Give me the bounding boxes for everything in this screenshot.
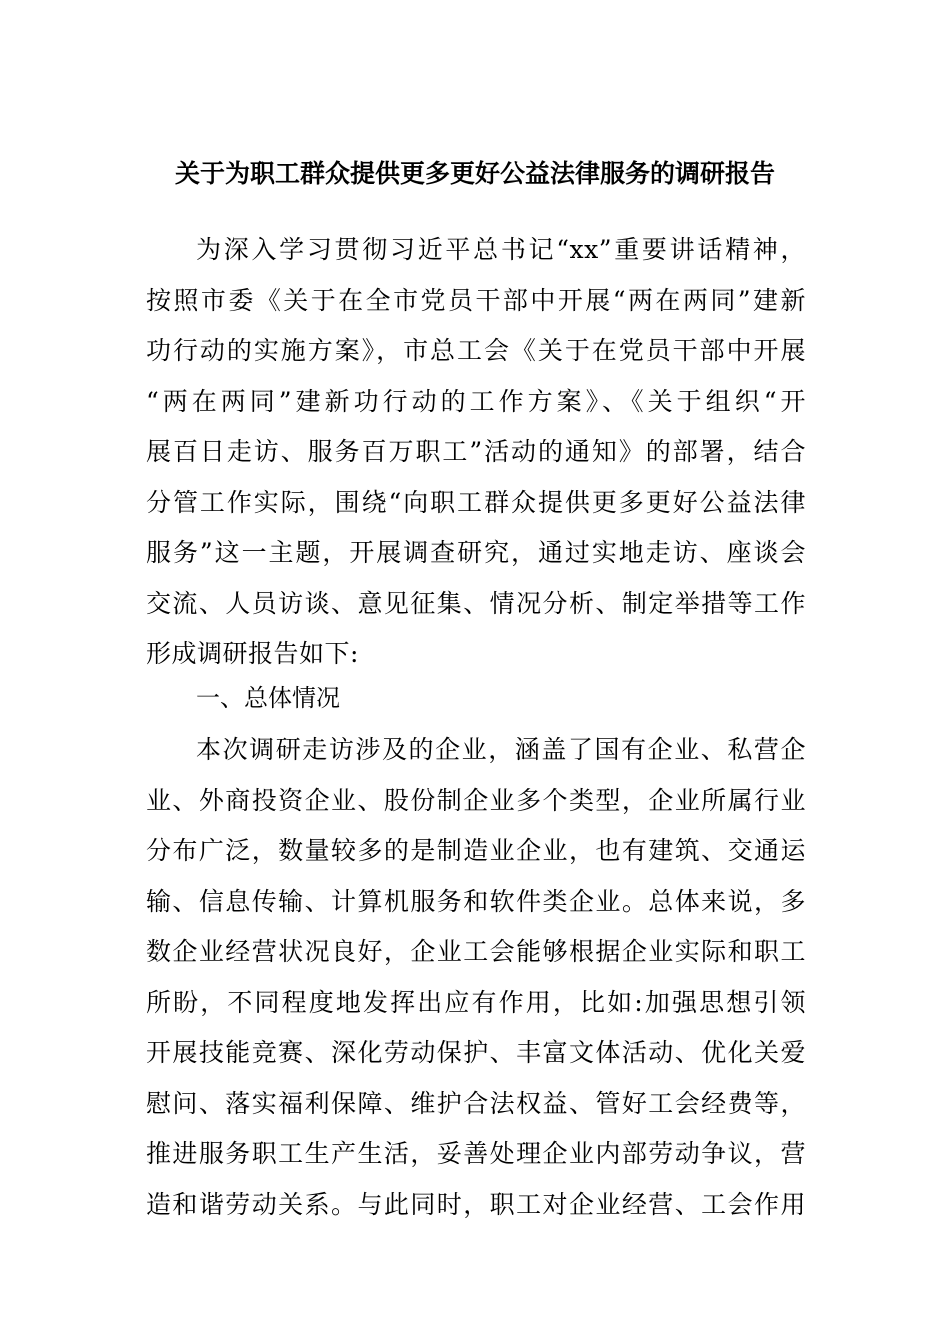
text-line: 分布广泛，数量较多的是制造业企业，也有建筑、交通运 xyxy=(146,836,806,865)
text-line: 开展技能竞赛、深化劳动保护、丰富文体活动、优化关爱 xyxy=(146,1038,806,1067)
text-line: 功行动的实施方案》，市总工会《关于在党员干部中开展 xyxy=(146,336,806,365)
document-title: 关于为职工群众提供更多更好公益法律服务的调研报告 xyxy=(174,159,775,188)
text-line: 输、信息传输、计算机服务和软件类企业。总体来说，多 xyxy=(146,886,806,916)
paragraph-overview xyxy=(146,725,806,1230)
text-line: 交流、人员访谈、意见征集、情况分析、制定举措等工作 xyxy=(146,588,806,618)
text-line: “两在两同”建新功行动的工作方案》、《关于组织“开 xyxy=(146,386,806,416)
text-line: 推进服务职工生产生活，妥善处理企业内部劳动争议，营 xyxy=(146,1139,806,1168)
section-heading: 一、总体情况 xyxy=(196,684,340,712)
text-line: 展百日走访、服务百万职工”活动的通知》的部署，结合 xyxy=(146,437,806,466)
text-line: 慰问、落实福利保障、维护合法权益、管好工会经费等， xyxy=(146,1088,806,1118)
text-line: 形成调研报告如下: xyxy=(146,639,359,668)
text-line: 为深入学习贯彻习近平总书记“xx”重要讲话精神， xyxy=(196,235,806,264)
text-line: 所盼，不同程度地发挥出应有作用，比如:加强思想引领 xyxy=(146,987,806,1017)
text-line: 数企业经营状况良好，企业工会能够根据企业实际和职工 xyxy=(146,937,806,966)
text-line: 本次调研走访涉及的企业，涵盖了国有企业、私营企 xyxy=(196,735,806,764)
paragraph-intro xyxy=(146,225,806,680)
text-line: 造和谐劳动关系。与此同时，职工对企业经营、工会作用 xyxy=(146,1189,806,1219)
text-line: 分管工作实际，围绕“向职工群众提供更多更好公益法律 xyxy=(146,487,806,517)
text-line: 按照市委《关于在全市党员干部中开展“两在两同”建新 xyxy=(146,285,806,315)
text-line: 业、外商投资企业、股份制企业多个类型，企业所属行业 xyxy=(146,785,806,815)
text-line: 服务”这一主题，开展调查研究，通过实地走访、座谈会 xyxy=(146,538,806,567)
